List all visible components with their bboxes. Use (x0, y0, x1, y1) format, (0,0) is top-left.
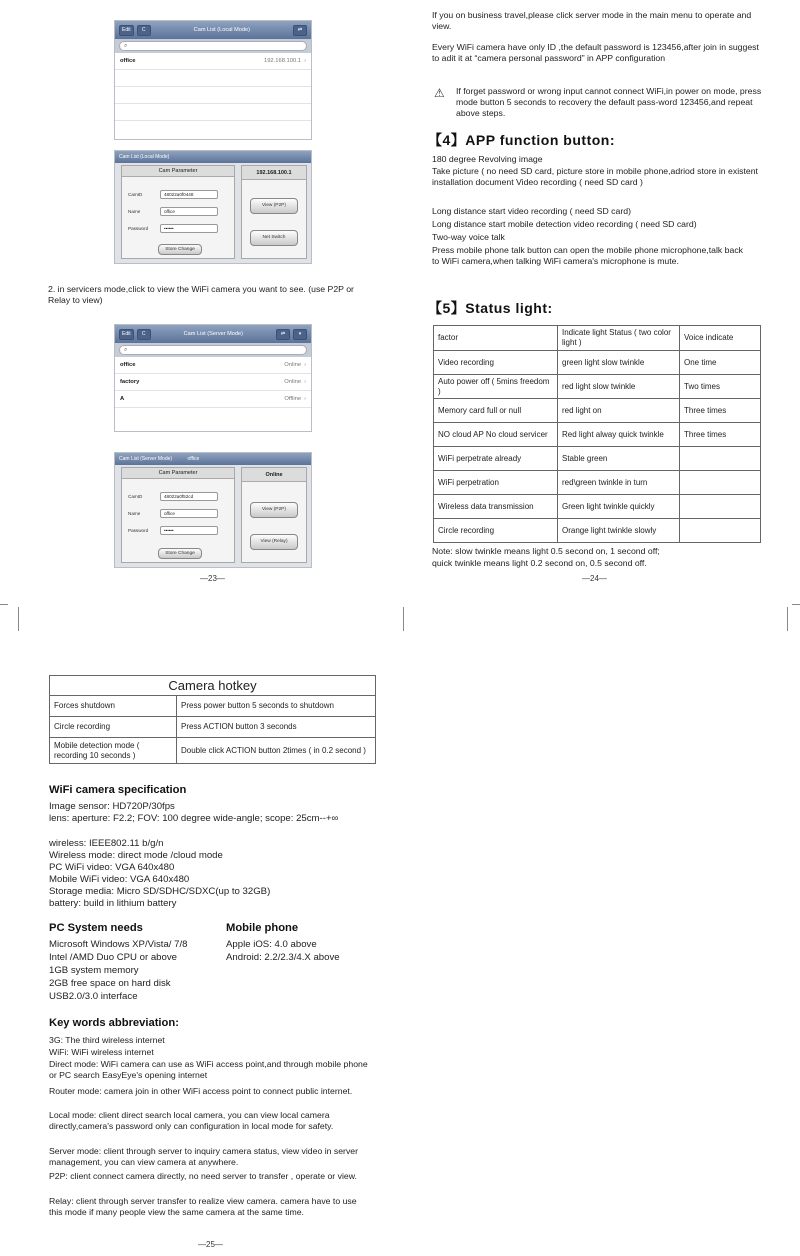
cam-name: office (120, 58, 136, 64)
cam-status: Offline (284, 396, 302, 402)
table-cell: Three times (680, 423, 761, 447)
view-relay-button[interactable]: View (Relay) (250, 534, 298, 550)
name-field[interactable]: office (160, 207, 218, 216)
list-item: Two-way voice talk (432, 232, 505, 242)
table-cell: Two times (680, 375, 761, 399)
table-cell: red\green twinkle in turn (558, 471, 680, 495)
view-p2p-button[interactable]: View (P2P) (250, 198, 298, 214)
password-field[interactable]: •••••• (160, 224, 218, 233)
camid-label: CamID (128, 192, 143, 197)
crop-mark (403, 607, 404, 631)
panel-title: Cam Parameter (122, 468, 234, 479)
edit-button[interactable]: Edit (119, 329, 134, 340)
spec-heading: WiFi camera specification (49, 784, 187, 796)
dropdown-icon[interactable]: ▾ (293, 329, 307, 340)
list-item: 2GB free space on hard disk (49, 978, 171, 989)
page-number: —25— (198, 1240, 223, 1249)
table-cell: Red light alway quick twinkle (558, 423, 680, 447)
table-title-row (50, 676, 376, 696)
screenshot-cam-list-local (114, 20, 312, 140)
cam-side-panel (241, 467, 307, 563)
search-icon: ⌕ (124, 43, 128, 49)
mode-switch-icon[interactable]: ⇄ (293, 25, 307, 36)
crop-mark (18, 607, 19, 631)
cam-status-title: Online (242, 468, 306, 482)
mode-switch-icon[interactable]: ⇄ (276, 329, 290, 340)
screenshot-cam-parameter-server (114, 452, 312, 568)
page-number: —23— (200, 574, 225, 583)
list-item: USB2.0/3.0 interface (49, 991, 138, 1002)
table-cell: Stable green (558, 447, 680, 471)
cam-list (115, 53, 311, 140)
screen-title: Cam List (Local Mode) (193, 27, 250, 33)
nav-bar (115, 21, 311, 39)
list-item: Direct mode: WiFi camera can use as WiFi access point,and through mobile phone or PC search EasyEye's opening internet (49, 1059, 368, 1081)
table-row (434, 423, 761, 447)
table-cell (680, 495, 761, 519)
net-switch-button[interactable]: Net Switch (250, 230, 298, 246)
name-label: Name (128, 511, 141, 516)
camid-field[interactable]: 48022a0f52cd (160, 492, 218, 501)
key-words-heading: Key words abbreviation: (49, 1017, 179, 1029)
list-item[interactable] (115, 374, 311, 391)
table-row (50, 738, 376, 764)
refresh-button[interactable]: C (137, 25, 151, 36)
search-input[interactable] (119, 345, 307, 355)
list-item: Mobile WiFi video: VGA 640x480 (49, 874, 190, 885)
table-cell: Forces shutdown (50, 696, 177, 717)
table-cell: Circle recording (434, 519, 558, 543)
crop-mark (792, 604, 800, 605)
chevron-right-icon: › (304, 58, 306, 64)
cam-name: A (120, 396, 125, 402)
list-item: Apple iOS: 4.0 above (226, 939, 317, 950)
table-cell: Green light twinkle quickly (558, 495, 680, 519)
chevron-right-icon: › (304, 362, 306, 368)
list-item-empty (115, 104, 311, 121)
list-item[interactable] (115, 391, 311, 408)
chevron-right-icon: › (304, 379, 306, 385)
table-cell: Press power button 5 seconds to shutdown (177, 696, 376, 717)
cam-status: Online (284, 362, 302, 368)
search-icon: ⌕ (124, 347, 128, 353)
list-item: wireless: IEEE802.11 b/g/n (49, 838, 164, 849)
name-field[interactable]: office (160, 509, 218, 518)
search-bar (115, 39, 311, 53)
list-item: Long distance start mobile detection video recording ( need SD card) (432, 219, 697, 229)
list-item: Router mode: camera join in other WiFi access point to connect public internet. (49, 1086, 353, 1096)
table-cell: Auto power off ( 5mins freedom ) (434, 375, 558, 399)
list-item-empty (115, 87, 311, 104)
cam-parameter-panel (121, 467, 235, 563)
pc-system-heading: PC System needs (49, 922, 143, 934)
camera-hotkey-table (49, 675, 376, 764)
chevron-right-icon: › (304, 396, 306, 402)
table-cell: Press ACTION button 3 seconds (177, 717, 376, 738)
list-item: Intel /AMD Duo CPU or above (49, 952, 177, 963)
table-cell: WiFi perpetrate already (434, 447, 558, 471)
screenshot-cam-list-server (114, 324, 312, 432)
intro-text-1: If you on business travel,please click server mode in the main menu to operate and view. (432, 10, 752, 32)
cam-name: office (120, 362, 136, 368)
cam-status: Online (284, 379, 302, 385)
cam-parameter-panel (121, 165, 235, 259)
screen-header (115, 453, 311, 465)
list-item: Long distance start video recording ( need SD card) (432, 206, 631, 216)
step2-text: 2. in servicers mode,click to view the WiFi camera you want to see. (use P2P or Relay to view) (48, 284, 354, 306)
status-light-heading: 【5】Status light: (428, 300, 553, 316)
table-row (50, 696, 376, 717)
list-item: Local mode: client direct search local camera, you can view local camera directly,camera's password only can configuration in local mode for safety. (49, 1110, 334, 1132)
camid-field[interactable]: 48022a0f0448 (160, 190, 218, 199)
screen-title: Cam List (Server Mode) (183, 331, 243, 337)
list-item: Wireless mode: direct mode /cloud mode (49, 850, 223, 861)
table-cell: Wireless data transmission (434, 495, 558, 519)
list-item: 3G: The third wireless internet (49, 1035, 165, 1045)
search-input[interactable] (119, 41, 307, 51)
table-header: factor (434, 326, 558, 351)
list-item: P2P: client connect camera directly, no need server to transfer , operate or view. (49, 1171, 357, 1181)
table-row (434, 495, 761, 519)
table-header-row (434, 326, 761, 351)
list-item: Relay: client through server transfer to realize view camera. camera have to use this mode if many people view the same camera at the same time. (49, 1196, 357, 1218)
list-item: battery: build in lithium battery (49, 898, 177, 909)
warning-text: If forget password or wrong input cannot connect WiFi,in power on mode, press mode button 5 seconds to recovery the default pass-word 123456,and repeat above steps. (456, 86, 762, 119)
table-header: Voice indicate (680, 326, 761, 351)
table-cell: WiFi perpetration (434, 471, 558, 495)
list-item: Android: 2.2/2.3/4.X above (226, 952, 340, 963)
refresh-button[interactable]: C (137, 329, 151, 340)
note-text-1: Note: slow twinkle means light 0.5 second on, 1 second off; (432, 546, 660, 556)
screen-header-title: Cam List (Server Mode) (119, 456, 173, 462)
list-item: Take picture ( no need SD card, picture store in mobile phone,adriod store in existent installation document Video recording ( need SD card ) (432, 166, 758, 188)
table-cell (680, 471, 761, 495)
password-label: Password (128, 528, 149, 533)
table-cell: Three times (680, 399, 761, 423)
list-item[interactable] (115, 53, 311, 70)
table-cell: Mobile detection mode ( recording 10 seconds ) (50, 738, 177, 764)
table-cell (680, 519, 761, 543)
crop-mark (0, 604, 8, 605)
table-cell: Video recording (434, 351, 558, 375)
list-item: Microsoft Windows XP/Vista/ 7/8 (49, 939, 188, 950)
table-row (434, 471, 761, 495)
panel-title: Cam Parameter (122, 166, 234, 177)
table-cell: red light on (558, 399, 680, 423)
password-field[interactable]: •••••• (160, 526, 218, 535)
cam-status: 192.168.100.1 (263, 58, 302, 64)
cam-ip-title: 192.168.100.1 (242, 166, 306, 180)
list-item: Storage media: Micro SD/SDHC/SDXC(up to 32GB) (49, 886, 271, 897)
list-item: 1GB system memory (49, 965, 139, 976)
warning-icon: ⚠ (434, 86, 445, 100)
screen-header: Cam List (Local Mode) (115, 151, 311, 163)
list-item: 180 degree Revolving image (432, 154, 543, 164)
table-row (434, 447, 761, 471)
nav-bar (115, 325, 311, 343)
table-row (434, 375, 761, 399)
cam-side-panel (241, 165, 307, 259)
table-cell: green light slow twinkle (558, 351, 680, 375)
table-cell: red light slow twinkle (558, 375, 680, 399)
screenshot-cam-parameter-local (114, 150, 312, 264)
table-cell: Circle recording (50, 717, 177, 738)
list-item: lens: aperture: F2.2; FOV: 100 degree wide-angle; scope: 25cm--+∞ (49, 813, 339, 824)
table-row (434, 519, 761, 543)
status-light-table (433, 325, 761, 543)
list-item: Image sensor: HD720P/30fps (49, 801, 175, 812)
intro-text-2: Every WiFi camera have only ID ,the default password is 123456,after join in suggest to adit it at “camera personal password” in APP configuration (432, 42, 759, 64)
page-number: —24— (582, 574, 607, 583)
mobile-phone-heading: Mobile phone (226, 922, 299, 934)
table-cell (680, 447, 761, 471)
search-bar (115, 343, 311, 357)
table-cell: Orange light twinkle slowly (558, 519, 680, 543)
view-p2p-button[interactable]: View (P2P) (250, 502, 298, 518)
list-item: Server mode: client through server to inquiry camera status, view video in server management, you can view camera at anywhere. (49, 1146, 359, 1168)
table-cell: NO cloud AP No cloud servicer (434, 423, 558, 447)
store-change-button[interactable]: Store Change (158, 548, 202, 559)
name-label: Name (128, 209, 141, 214)
camid-label: CamID (128, 494, 143, 499)
table-row (434, 351, 761, 375)
table-cell: Memory card full or null (434, 399, 558, 423)
list-item-empty (115, 70, 311, 87)
table-title: Camera hotkey (50, 676, 376, 696)
list-item: WiFi: WiFi wireless internet (49, 1047, 154, 1057)
table-header: Indicate light Status ( two color light ) (558, 326, 680, 351)
table-cell: Double click ACTION button 2times ( in 0.2 second ) (177, 738, 376, 764)
list-item: Press mobile phone talk button can open the mobile phone microphone,talk back to WiFi camera,when talking WiFi camera's microphone is mute. (432, 245, 744, 267)
cam-name: factory (120, 379, 140, 385)
table-row (434, 399, 761, 423)
store-change-button[interactable]: Store Change (158, 244, 202, 255)
password-label: Password (128, 226, 149, 231)
table-row (50, 717, 376, 738)
app-function-heading: 【4】APP function button: (428, 132, 615, 148)
screen-header-cam: office (187, 456, 200, 462)
note-text-2: quick twinkle means light 0.2 second on, 0.5 second off. (432, 558, 647, 568)
crop-mark (787, 607, 788, 631)
table-cell: One time (680, 351, 761, 375)
list-item: PC WiFi video: VGA 640x480 (49, 862, 175, 873)
list-item[interactable] (115, 357, 311, 374)
edit-button[interactable]: Edit (119, 25, 134, 36)
cam-list (115, 357, 311, 432)
